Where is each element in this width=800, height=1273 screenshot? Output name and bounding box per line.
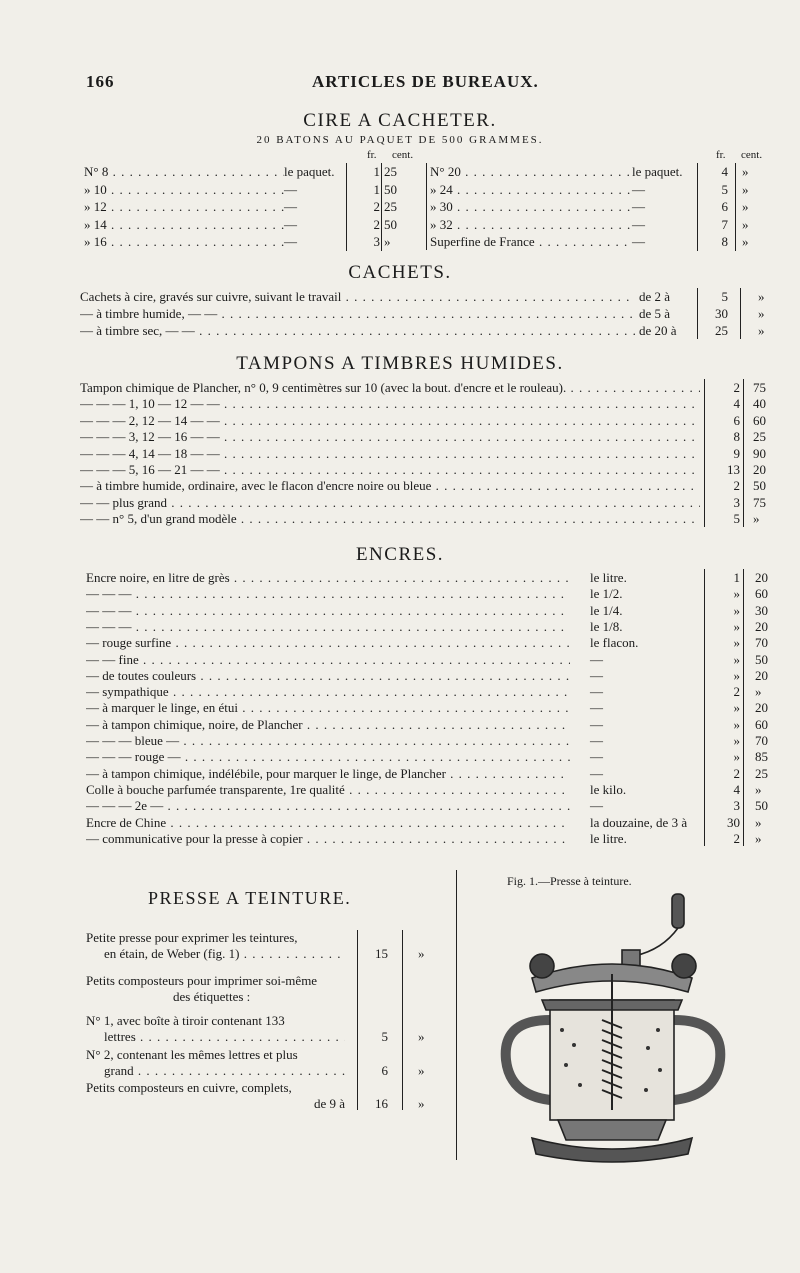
section-title-cachets: CACHETS. bbox=[348, 262, 452, 283]
item-label: — à marquer le linge, en étui . . . bbox=[86, 699, 570, 716]
item-unit: le paquet. bbox=[632, 164, 683, 179]
item-label: » 12 . . . bbox=[84, 198, 284, 215]
price-centimes: 70 bbox=[755, 733, 768, 748]
price-centimes: 20 bbox=[755, 667, 768, 683]
price-francs: 15 bbox=[375, 946, 388, 961]
price-centimes: » bbox=[418, 1029, 425, 1044]
table-row bbox=[0, 163, 800, 180]
item-label: Tampon chimique de Plancher, n° 0, 9 centimètres sur 10 (avec la bout. d'encre et le rouleau). . . . bbox=[80, 379, 700, 396]
price-centimes: » bbox=[755, 781, 762, 797]
column-rule bbox=[426, 163, 427, 250]
table-row bbox=[0, 634, 800, 651]
price-francs: » bbox=[733, 700, 740, 716]
price-francs: 6 bbox=[721, 199, 728, 214]
table-row bbox=[0, 428, 800, 445]
column-rule bbox=[743, 379, 744, 527]
item-label-line: Petits composteurs pour imprimer soi-même bbox=[86, 973, 318, 988]
table-row bbox=[0, 198, 800, 215]
item-label: — — — . . . bbox=[86, 618, 570, 635]
item-unit: — bbox=[590, 749, 603, 765]
price-francs: 25 bbox=[715, 323, 728, 338]
price-centimes: » bbox=[418, 1063, 425, 1078]
table-row bbox=[0, 602, 800, 619]
item-label: — — — 5, 16 — 21 — — . . . bbox=[80, 461, 700, 478]
table-row bbox=[0, 305, 800, 322]
price-francs: 8 bbox=[733, 429, 740, 445]
price-francs: 8 bbox=[721, 234, 728, 249]
item-label: — — plus grand . . . bbox=[80, 494, 700, 511]
dye-press-illustration bbox=[462, 870, 732, 1170]
price-centimes: 30 bbox=[755, 602, 768, 618]
price-francs: 4 bbox=[733, 396, 740, 412]
item-label: — — — . . . bbox=[86, 585, 570, 602]
price-centimes: » bbox=[742, 199, 749, 214]
item-label-line: lettres . . . bbox=[104, 1029, 345, 1045]
item-label: — rouge surfine . . . bbox=[86, 634, 570, 651]
item-label-line: N° 2, contenant les mêmes lettres et plus bbox=[86, 1047, 298, 1062]
item-label: — à tampon chimique, noire, de Plancher . . . bbox=[86, 716, 570, 733]
item-unit: — bbox=[632, 199, 645, 214]
price-centimes: 50 bbox=[753, 478, 766, 494]
price-centimes: » bbox=[753, 511, 760, 527]
item-unit: de 20 à bbox=[639, 323, 677, 338]
price-centimes: 50 bbox=[755, 651, 768, 667]
price-centimes: 60 bbox=[755, 716, 768, 732]
item-label: — — n° 5, d'un grand modèle . . . bbox=[80, 510, 700, 527]
item-unit: — bbox=[590, 684, 603, 700]
table-row bbox=[0, 461, 800, 478]
price-francs: 3 bbox=[733, 798, 740, 814]
item-unit: — bbox=[590, 733, 603, 748]
item-unit: le litre. bbox=[590, 830, 627, 846]
price-centimes: 60 bbox=[755, 586, 768, 602]
col-header-fr: fr. bbox=[716, 149, 726, 161]
price-centimes: 85 bbox=[755, 749, 768, 765]
item-unit: — bbox=[284, 199, 297, 214]
price-francs: 2 bbox=[733, 380, 740, 395]
price-francs: » bbox=[733, 667, 740, 683]
price-centimes: » bbox=[742, 234, 749, 249]
table-row bbox=[0, 699, 800, 716]
item-label: — sympathique . . . bbox=[86, 683, 570, 700]
price-francs: 4 bbox=[721, 164, 728, 179]
price-francs: » bbox=[733, 635, 740, 651]
price-centimes: » bbox=[758, 323, 765, 338]
table-row bbox=[0, 585, 800, 602]
column-rule bbox=[704, 379, 705, 527]
col-header-cent: cent. bbox=[392, 149, 414, 161]
table-row bbox=[0, 379, 800, 396]
price-francs: 2 bbox=[373, 199, 380, 214]
item-unit: de 5 à bbox=[639, 306, 671, 321]
price-francs: 9 bbox=[733, 445, 740, 461]
price-centimes: 60 bbox=[753, 412, 766, 428]
price-centimes: 75 bbox=[753, 380, 766, 395]
item-unit: le 1/4. bbox=[590, 602, 623, 618]
item-unit: le flacon. bbox=[590, 635, 639, 651]
table-row bbox=[0, 395, 800, 412]
price-francs: 2 bbox=[733, 830, 740, 846]
item-unit: le paquet. bbox=[284, 164, 335, 179]
table-row bbox=[0, 494, 800, 511]
item-unit: le litre. bbox=[590, 570, 627, 585]
price-francs: 30 bbox=[727, 814, 740, 830]
table-row bbox=[0, 510, 800, 527]
col-header-fr: fr. bbox=[367, 149, 377, 161]
price-francs: 3 bbox=[373, 234, 380, 249]
item-label: — — — . . . bbox=[86, 602, 570, 619]
table-row bbox=[0, 830, 800, 847]
section-title-presse: PRESSE A TEINTURE. bbox=[148, 888, 352, 908]
price-centimes: 70 bbox=[755, 635, 768, 651]
item-label: N° 20 . . . bbox=[430, 163, 630, 180]
item-label: — — — 3, 12 — 16 — — . . . bbox=[80, 428, 700, 445]
item-unit: — bbox=[590, 651, 603, 667]
item-unit: — bbox=[284, 216, 297, 232]
column-rule bbox=[704, 569, 705, 846]
item-label: — communicative pour la presse à copier . . . bbox=[86, 830, 570, 847]
table-row bbox=[0, 322, 800, 339]
item-unit: — bbox=[632, 181, 645, 197]
price-francs: 2 bbox=[373, 216, 380, 232]
price-francs: » bbox=[733, 618, 740, 634]
item-label: — — — 1, 10 — 12 — — . . . bbox=[80, 395, 700, 412]
table-row bbox=[0, 781, 800, 798]
price-francs: 16 bbox=[375, 1096, 388, 1111]
price-centimes: 50 bbox=[384, 181, 397, 197]
price-centimes: 20 bbox=[755, 570, 768, 585]
price-centimes: » bbox=[742, 164, 749, 179]
item-label: — — — 2, 12 — 14 — — . . . bbox=[80, 412, 700, 429]
item-label: — à tampon chimique, indélébile, pour marquer le linge, de Plancher . . . bbox=[86, 765, 570, 782]
price-centimes: 75 bbox=[753, 494, 766, 510]
item-label: — — — rouge — . . . bbox=[86, 748, 570, 765]
table-row bbox=[0, 748, 800, 765]
price-francs: 6 bbox=[381, 1063, 388, 1078]
item-label: Superfine de France . . . bbox=[430, 233, 630, 250]
column-rule bbox=[740, 288, 741, 339]
item-label-line: grand . . . bbox=[104, 1063, 345, 1079]
table-row bbox=[0, 445, 800, 462]
price-francs: 2 bbox=[733, 684, 740, 700]
item-unit: la douzaine, de 3 à bbox=[590, 814, 688, 830]
item-label: Encre noire, en litre de grès . . . bbox=[86, 569, 570, 586]
item-unit: — bbox=[590, 798, 603, 814]
price-francs: 4 bbox=[733, 781, 740, 797]
table-row bbox=[0, 477, 800, 494]
column-rule bbox=[697, 163, 698, 251]
price-francs: 30 bbox=[715, 306, 728, 321]
item-label-line: N° 1, avec boîte à tiroir contenant 133 bbox=[86, 1013, 285, 1028]
item-label: » 14 . . . bbox=[84, 216, 284, 233]
section-title-encres: ENCRES. bbox=[355, 544, 445, 565]
price-centimes: 40 bbox=[753, 396, 766, 412]
column-rule bbox=[357, 930, 358, 1110]
item-label: — — — 2e — . . . bbox=[86, 797, 570, 814]
item-label-line: de 9 à bbox=[314, 1096, 346, 1111]
price-francs: » bbox=[733, 749, 740, 765]
item-label: » 10 . . . bbox=[84, 181, 284, 198]
item-label-line: Petite presse pour exprimer les teintures, bbox=[86, 930, 298, 945]
column-rule bbox=[743, 569, 744, 846]
price-francs: » bbox=[733, 651, 740, 667]
section-title-tampons: TAMPONS A TIMBRES HUMIDES. bbox=[236, 353, 564, 374]
item-label-line: Petits composteurs en cuivre, complets, bbox=[86, 1080, 292, 1095]
table-row bbox=[0, 716, 800, 733]
price-francs: 6 bbox=[733, 412, 740, 428]
item-label: — à timbre humide, — — . . . bbox=[80, 305, 635, 322]
price-francs: 1 bbox=[373, 164, 380, 179]
price-centimes: 20 bbox=[753, 462, 766, 477]
table-row bbox=[0, 732, 800, 749]
table-row bbox=[0, 181, 800, 198]
price-centimes: » bbox=[384, 234, 391, 249]
price-centimes: » bbox=[742, 181, 749, 197]
price-francs: 5 bbox=[721, 181, 728, 197]
price-francs: 3 bbox=[733, 494, 740, 510]
item-label: — à timbre sec, — — . . . bbox=[80, 322, 635, 339]
item-label: N° 8 . . . bbox=[84, 163, 284, 180]
table-row bbox=[0, 288, 800, 305]
item-unit: — bbox=[284, 234, 297, 249]
page-number: 166 bbox=[86, 72, 115, 91]
price-centimes: » bbox=[758, 306, 765, 321]
col-header-cent: cent. bbox=[741, 149, 763, 161]
item-unit: — bbox=[590, 716, 603, 732]
price-centimes: » bbox=[755, 830, 762, 846]
price-francs: » bbox=[733, 716, 740, 732]
item-label: Encre de Chine . . . bbox=[86, 814, 570, 831]
item-label: » 32 . . . bbox=[430, 216, 630, 233]
price-centimes: » bbox=[755, 684, 762, 700]
price-centimes: » bbox=[418, 946, 425, 961]
price-centimes: » bbox=[758, 289, 765, 304]
item-label: — — — 4, 14 — 18 — — . . . bbox=[80, 445, 700, 462]
table-row bbox=[0, 765, 800, 782]
item-label-line: en étain, de Weber (fig. 1) . . . bbox=[104, 946, 345, 962]
item-label: » 24 . . . bbox=[430, 181, 630, 198]
running-title: ARTICLES DE BUREAUX. bbox=[312, 72, 539, 91]
price-centimes: 25 bbox=[755, 765, 768, 781]
table-row bbox=[0, 814, 800, 831]
item-unit: de 2 à bbox=[639, 289, 671, 304]
item-unit: le kilo. bbox=[590, 781, 627, 797]
table-row bbox=[0, 797, 800, 814]
price-centimes: 90 bbox=[753, 445, 766, 461]
section-subtitle-cire: 20 BATONS AU PAQUET DE 500 GRAMMES. bbox=[256, 134, 544, 146]
price-francs: » bbox=[733, 602, 740, 618]
item-label: Cachets à cire, gravés sur cuivre, suivant le travail . . . bbox=[80, 288, 635, 305]
table-row bbox=[0, 651, 800, 668]
column-rule bbox=[402, 930, 403, 1110]
price-francs: » bbox=[733, 586, 740, 602]
figure-caption: Fig. 1.—Presse à teinture. bbox=[507, 874, 632, 888]
price-francs: 13 bbox=[727, 462, 740, 477]
price-centimes: » bbox=[418, 1096, 425, 1111]
item-unit: le 1/2. bbox=[590, 586, 623, 602]
price-centimes: » bbox=[742, 216, 749, 232]
price-centimes: » bbox=[755, 814, 762, 830]
table-row bbox=[0, 412, 800, 429]
item-label: — — — bleue — . . . bbox=[86, 732, 570, 749]
price-francs: 5 bbox=[381, 1029, 388, 1044]
table-row bbox=[0, 233, 800, 250]
table-row bbox=[0, 683, 800, 700]
table-row bbox=[0, 216, 800, 233]
item-unit: — bbox=[590, 700, 603, 716]
item-label: Colle à bouche parfumée transparente, 1re qualité . . . bbox=[86, 781, 570, 798]
item-unit: — bbox=[284, 181, 297, 197]
item-label: — de toutes couleurs . . . bbox=[86, 667, 570, 684]
price-francs: 2 bbox=[733, 478, 740, 494]
price-francs: 1 bbox=[373, 181, 380, 197]
table-row bbox=[0, 569, 800, 586]
item-unit: — bbox=[632, 234, 645, 249]
item-unit: — bbox=[632, 216, 645, 232]
price-centimes: 50 bbox=[755, 798, 768, 814]
table-row bbox=[0, 667, 800, 684]
column-rule bbox=[735, 163, 736, 251]
item-unit: — bbox=[590, 667, 603, 683]
price-centimes: 20 bbox=[755, 700, 768, 716]
item-label: — à timbre humide, ordinaire, avec le flacon d'encre noire ou bleue . . . bbox=[80, 477, 700, 494]
section-title-cire: CIRE A CACHETER. bbox=[303, 110, 497, 131]
item-label: » 30 . . . bbox=[430, 198, 630, 215]
item-label: — — fine . . . bbox=[86, 651, 570, 668]
price-francs: 1 bbox=[733, 570, 740, 585]
price-francs: 5 bbox=[721, 289, 728, 304]
column-rule bbox=[697, 288, 698, 339]
price-centimes: 25 bbox=[384, 199, 397, 214]
item-label-line: des étiquettes : bbox=[173, 989, 251, 1004]
price-centimes: 25 bbox=[384, 164, 397, 179]
price-centimes: 25 bbox=[753, 429, 766, 445]
price-francs: 7 bbox=[721, 216, 728, 232]
price-centimes: 20 bbox=[755, 618, 768, 634]
price-francs: » bbox=[733, 733, 740, 748]
price-francs: 2 bbox=[733, 765, 740, 781]
item-unit: le 1/8. bbox=[590, 618, 623, 634]
figure-divider bbox=[456, 870, 457, 1160]
item-unit: — bbox=[590, 765, 603, 781]
table-row bbox=[0, 618, 800, 635]
price-centimes: 50 bbox=[384, 216, 397, 232]
item-label: » 16 . . . bbox=[84, 233, 284, 250]
price-francs: 5 bbox=[733, 511, 740, 527]
